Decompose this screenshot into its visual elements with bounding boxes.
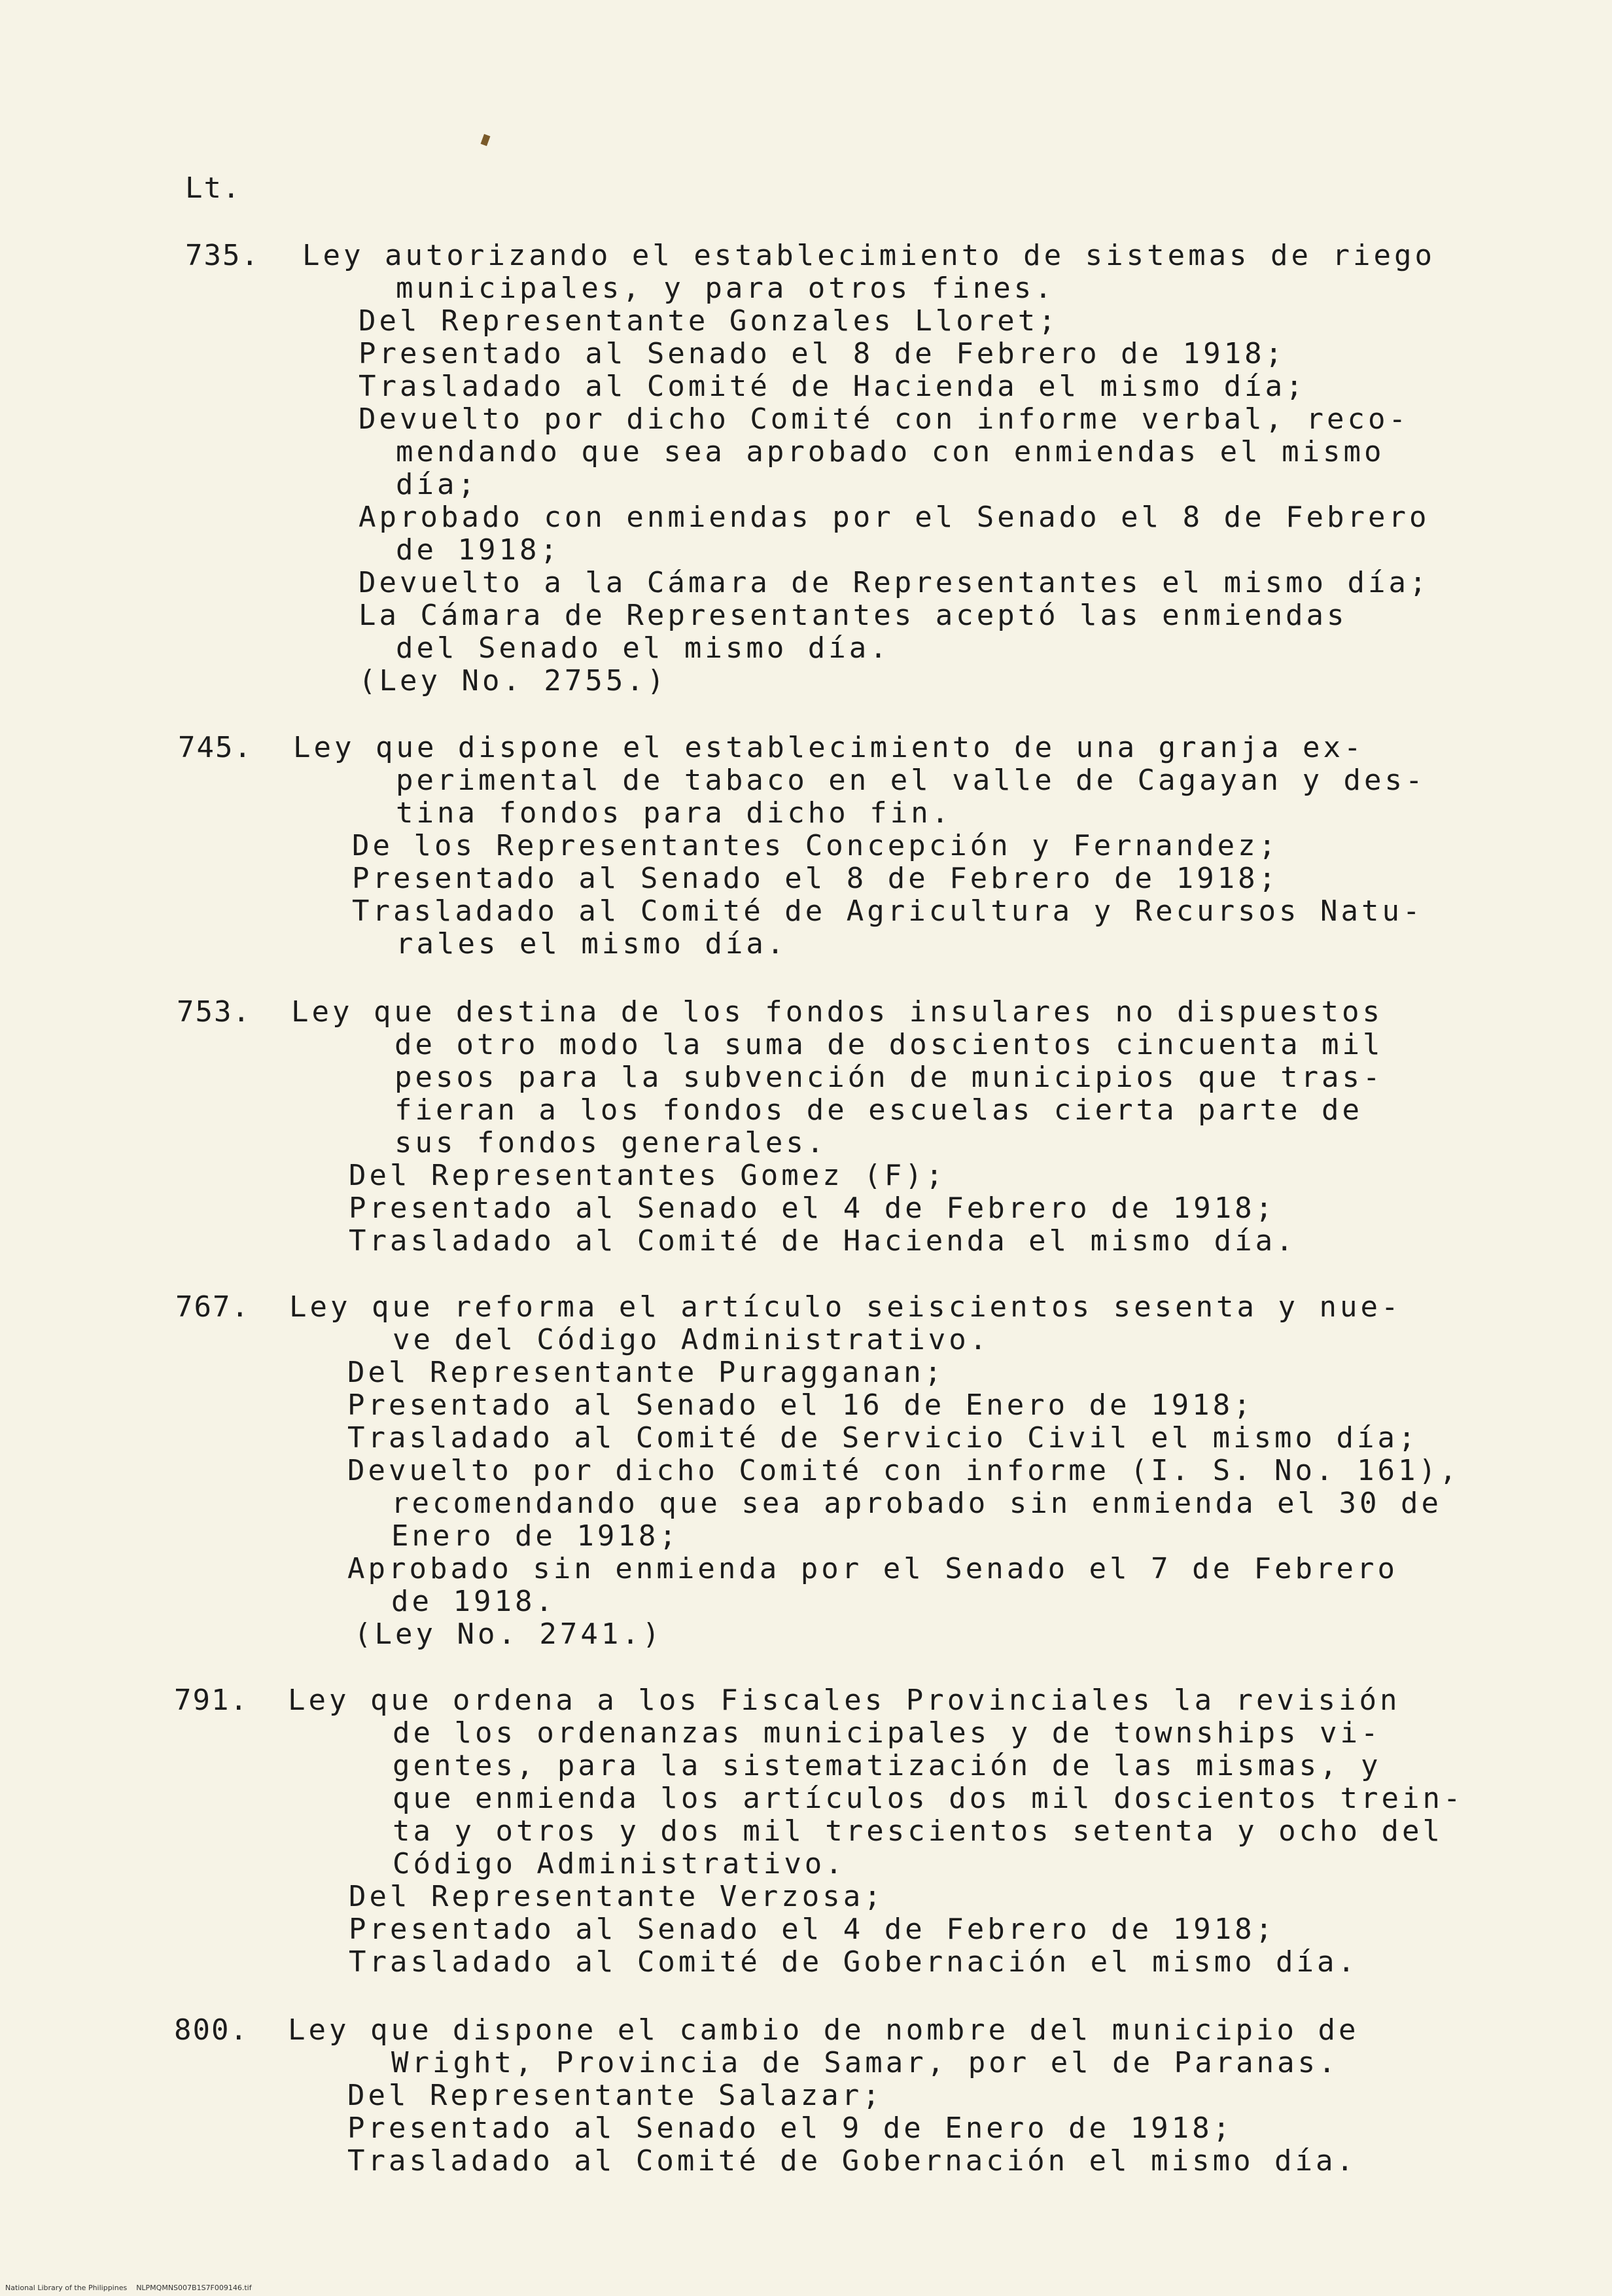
bill-line: recomendando que sea aprobado sin enmienda el 30 de [391,1487,1443,1520]
bill-line: Ley que ordena a los Fiscales Provinciales la revisión [288,1684,1401,1717]
bill-line: del Senado el mismo día. [396,631,890,665]
bill-line: de 1918; [396,533,561,567]
bill-line: que enmienda los artículos dos mil doscientos trein- [393,1782,1464,1815]
bill-number: 735. [185,239,260,272]
bill-line: Del Representante Verzosa; [349,1880,885,1913]
bill-line: Del Representante Salazar; [347,2079,883,2112]
bill-line: (Ley No. 2755.) [359,664,668,698]
bill-number: 800. [174,2013,249,2047]
bill-line: Del Representantes Gomez (F); [349,1159,947,1192]
bill-line: tina fondos para dicho fin. [396,796,953,830]
bill-line: fieran a los fondos de escuelas cierta parte de [394,1093,1363,1127]
bill-line: Presentado al Senado el 4 de Febrero de 1918; [349,1913,1276,1946]
bill-line: Trasladado al Comité de Gobernación el mismo día. [347,2144,1358,2178]
archive-footer: National Library of the Philippines NLPMQMNS007B1S7F009146.tif [5,2284,252,2292]
header-label: Lt. [185,171,241,205]
bill-line: (Ley No. 2741.) [354,1617,663,1651]
bill-line: gentes, para la sistematización de las mismas, y [393,1749,1382,1782]
bill-line: Presentado al Senado el 16 de Enero de 1918; [347,1388,1254,1422]
bill-line: Código Administrativo. [393,1847,846,1881]
bill-line: Devuelto por dicho Comité con informe verbal, reco- [359,402,1410,436]
bill-number: 745. [178,731,253,764]
bill-line: Aprobado sin enmienda por el Senado el 7 de Febrero [347,1552,1399,1585]
bill-line: Presentado al Senado el 9 de Enero de 1918; [347,2111,1234,2145]
bill-line: Trasladado al Comité de Hacienda el mismo día. [349,1224,1297,1258]
bill-line: Wright, Provincia de Samar, por el de Paranas. [391,2046,1339,2079]
bill-number: 753. [177,995,251,1029]
bill-line: de otro modo la suma de doscientos cincuenta mil [394,1028,1384,1061]
bill-number: 791. [174,1684,249,1717]
bill-line: Presentado al Senado el 8 de Febrero de 1918; [359,337,1286,370]
bill-line: ta y otros y dos mil trescientos setenta y ocho del [393,1814,1444,1848]
bill-line: Ley autorizando el establecimiento de sistemas de riego [302,239,1435,272]
bill-line: día; [396,468,478,501]
bill-line: de los ordenanzas municipales y de townships vi- [393,1716,1382,1750]
bill-line: Ley que destina de los fondos insulares no dispuestos [291,995,1383,1029]
bill-line: Devuelto a la Cámara de Representantes el mismo día; [359,566,1430,599]
bill-line: Presentado al Senado el 8 de Febrero de 1918; [352,862,1280,895]
bill-line: mendando que sea aprobado con enmiendas el mismo [396,435,1385,468]
bill-line: Enero de 1918; [391,1519,680,1553]
bill-line: La Cámara de Representantes aceptó las enmiendas [359,599,1348,632]
bill-line: Trasladado al Comité de Gobernación el mismo día. [349,1945,1359,1979]
bill-line: Ley que dispone el cambio de nombre del municipio de [288,2013,1359,2047]
bill-line: Trasladado al Comité de Hacienda el mismo día; [359,370,1306,403]
bill-line: Aprobado con enmiendas por el Senado el 8 de Febrero [359,501,1430,534]
bill-line: municipales, y para otros fines. [396,272,1055,305]
bill-line: perimental de tabaco en el valle de Cagayan y des- [396,764,1426,797]
bill-line: rales el mismo día. [396,927,788,961]
bill-line: De los Representantes Concepción y Fernandez; [352,829,1280,862]
bill-line: Trasladado al Comité de Servicio Civil el mismo día; [347,1421,1419,1455]
bill-line: Presentado al Senado el 4 de Febrero de 1918; [349,1192,1276,1225]
bill-line: Ley que reforma el artículo seiscientos sesenta y nue- [289,1290,1402,1324]
ink-mark [481,134,491,146]
bill-number: 767. [175,1290,250,1324]
bill-line: Devuelto por dicho Comité con informe (I. S. No. 161), [347,1454,1460,1487]
bill-line: ve del Código Administrativo. [393,1323,990,1356]
bill-line: Ley que dispone el establecimiento de una granja ex- [293,731,1365,764]
bill-line: pesos para la subvención de municipios que tras- [394,1061,1384,1094]
bill-line: sus fondos generales. [394,1126,828,1159]
bill-line: Del Representante Puragganan; [347,1356,945,1389]
bill-line: Trasladado al Comité de Agricultura y Recursos Natu- [352,894,1424,928]
bill-line: Del Representante Gonzales Lloret; [359,304,1059,338]
bill-line: de 1918. [391,1585,556,1618]
